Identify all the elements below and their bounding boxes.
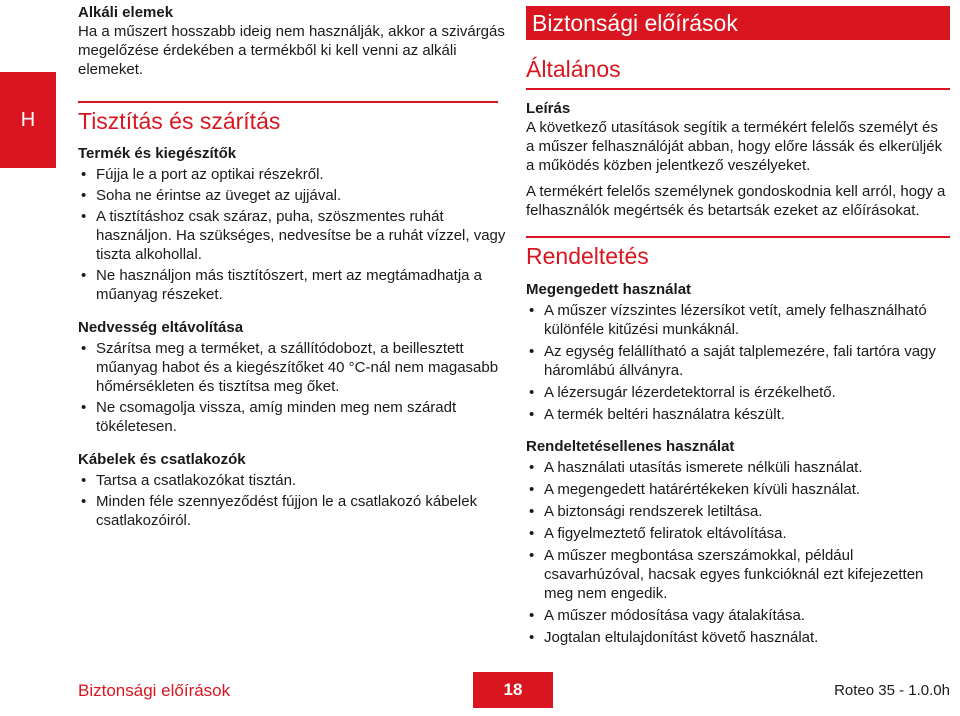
description-title: Leírás [526, 100, 571, 117]
section-rule [526, 88, 950, 90]
bullet-list [78, 471, 506, 530]
list-item: • Fújja le a port az optikai részekről. [78, 165, 506, 184]
list-item: • Ne csomagolja vissza, amíg minden meg nem száradt tökéletesen. [78, 398, 506, 436]
cleaning-heading: Tisztítás és szárítás [78, 108, 281, 134]
alkaline-title: Alkáli elemek [78, 4, 174, 21]
list-item: • Minden féle szennyeződést fújjon le a csatlakozó kábelek csatlakozóiról. [78, 492, 506, 530]
list-item: • Szárítsa meg a terméket, a szállítódobozt, a beillesztett műanyag habot és a kiegészítőket 40 °C-nál nem magasabb hőmérsékleten és tisztítsa meg őket. [78, 339, 506, 396]
list-item: • A műszer módosítása vagy átalakítása. [526, 606, 950, 625]
cleaning-section-moisture [78, 318, 506, 436]
page-number-label: 18 [503, 680, 523, 699]
bullet-list [78, 339, 506, 436]
list-item: • A műszer vízszintes lézersíkot vetít, amely felhasználható különféle kitűzési munkáknál. [526, 301, 950, 339]
permitted-use-section [526, 280, 950, 424]
purpose-heading: Rendeltetés [526, 243, 649, 269]
list-item: • A lézersugár lézerdetektorral is érzékelhető. [526, 383, 950, 402]
chapter-title-band: Biztonsági előírások [526, 6, 950, 40]
list-item: • A műszer megbontása szerszámokkal, például csavarhúzóval, hacsak egyes funkcióknál ezt kifejezetten meg nem engedik. [526, 546, 950, 603]
list-item: • A termék beltéri használatra készült. [526, 405, 950, 424]
footer-chapter-title: Biztonsági előírások [78, 681, 231, 700]
chapter-tab [0, 72, 56, 168]
section-rule [526, 236, 950, 238]
page-number [473, 672, 553, 708]
list-item: • A figyelmeztető feliratok eltávolítása. [526, 524, 950, 543]
permitted-use-title: Megengedett használat [526, 281, 692, 298]
bullet-list [526, 301, 950, 424]
list-item: • Soha ne érintse az üveget az ujjával. [78, 186, 506, 205]
alkaline-note [78, 3, 506, 79]
misuse-section [526, 437, 950, 647]
list-item: • Ne használjon más tisztítószert, mert az megtámadhatja a műanyag részeket. [78, 266, 506, 304]
chapter-tab-label: H [20, 108, 36, 131]
description-paragraph: A termékért felelős személynek gondoskodnia kell arról, hogy a felhasználók megértsék és betartsák ezeket az előírásokat. [526, 183, 946, 219]
list-item: • A használati utasítás ismerete nélküli használat. [526, 458, 950, 477]
misuse-title: Rendeltetésellenes használat [526, 438, 735, 455]
description-section [526, 99, 950, 220]
general-heading: Általános [526, 56, 621, 82]
left-column [78, 0, 506, 530]
right-column [526, 0, 950, 647]
bullet-list [78, 165, 506, 304]
description-paragraph: A következő utasítások segítik a termékért felelős személyt és a műszer felhasználóját abban, hogy előre lássák és elkerüljék a működés közben jelentkező veszélyeket. [526, 119, 943, 174]
cleaning-section-title: Kábelek és csatlakozók [78, 451, 246, 468]
list-item: • Jogtalan eltulajdonítást követő használat. [526, 628, 950, 647]
section-rule [78, 101, 498, 103]
alkaline-text: Ha a műszert hosszabb ideig nem használják, akkor a szivárgás megelőzése érdekében a termékből ki kell venni az alkáli elemeket. [78, 23, 505, 78]
cleaning-section-product [78, 144, 506, 304]
cleaning-section-title: Nedvesség eltávolítása [78, 319, 244, 336]
list-item: • A tisztításhoz csak száraz, puha, szöszmentes ruhát használjon. Ha szükséges, nedvesítse be a ruhát vízzel, vagy tiszta alkohollal. [78, 207, 506, 264]
cleaning-section-cables [78, 450, 506, 530]
list-item: • A biztonsági rendszerek letiltása. [526, 502, 950, 521]
list-item: • Az egység felállítható a saját talplemezére, fali tartóra vagy háromlábú állványra. [526, 342, 950, 380]
bullet-list [526, 458, 950, 647]
footer-product-version: Roteo 35 - 1.0.0h [834, 682, 950, 699]
list-item: • A megengedett határértékeken kívüli használat. [526, 480, 950, 499]
list-item: • Tartsa a csatlakozókat tisztán. [78, 471, 506, 490]
cleaning-section-title: Termék és kiegészítők [78, 145, 237, 162]
